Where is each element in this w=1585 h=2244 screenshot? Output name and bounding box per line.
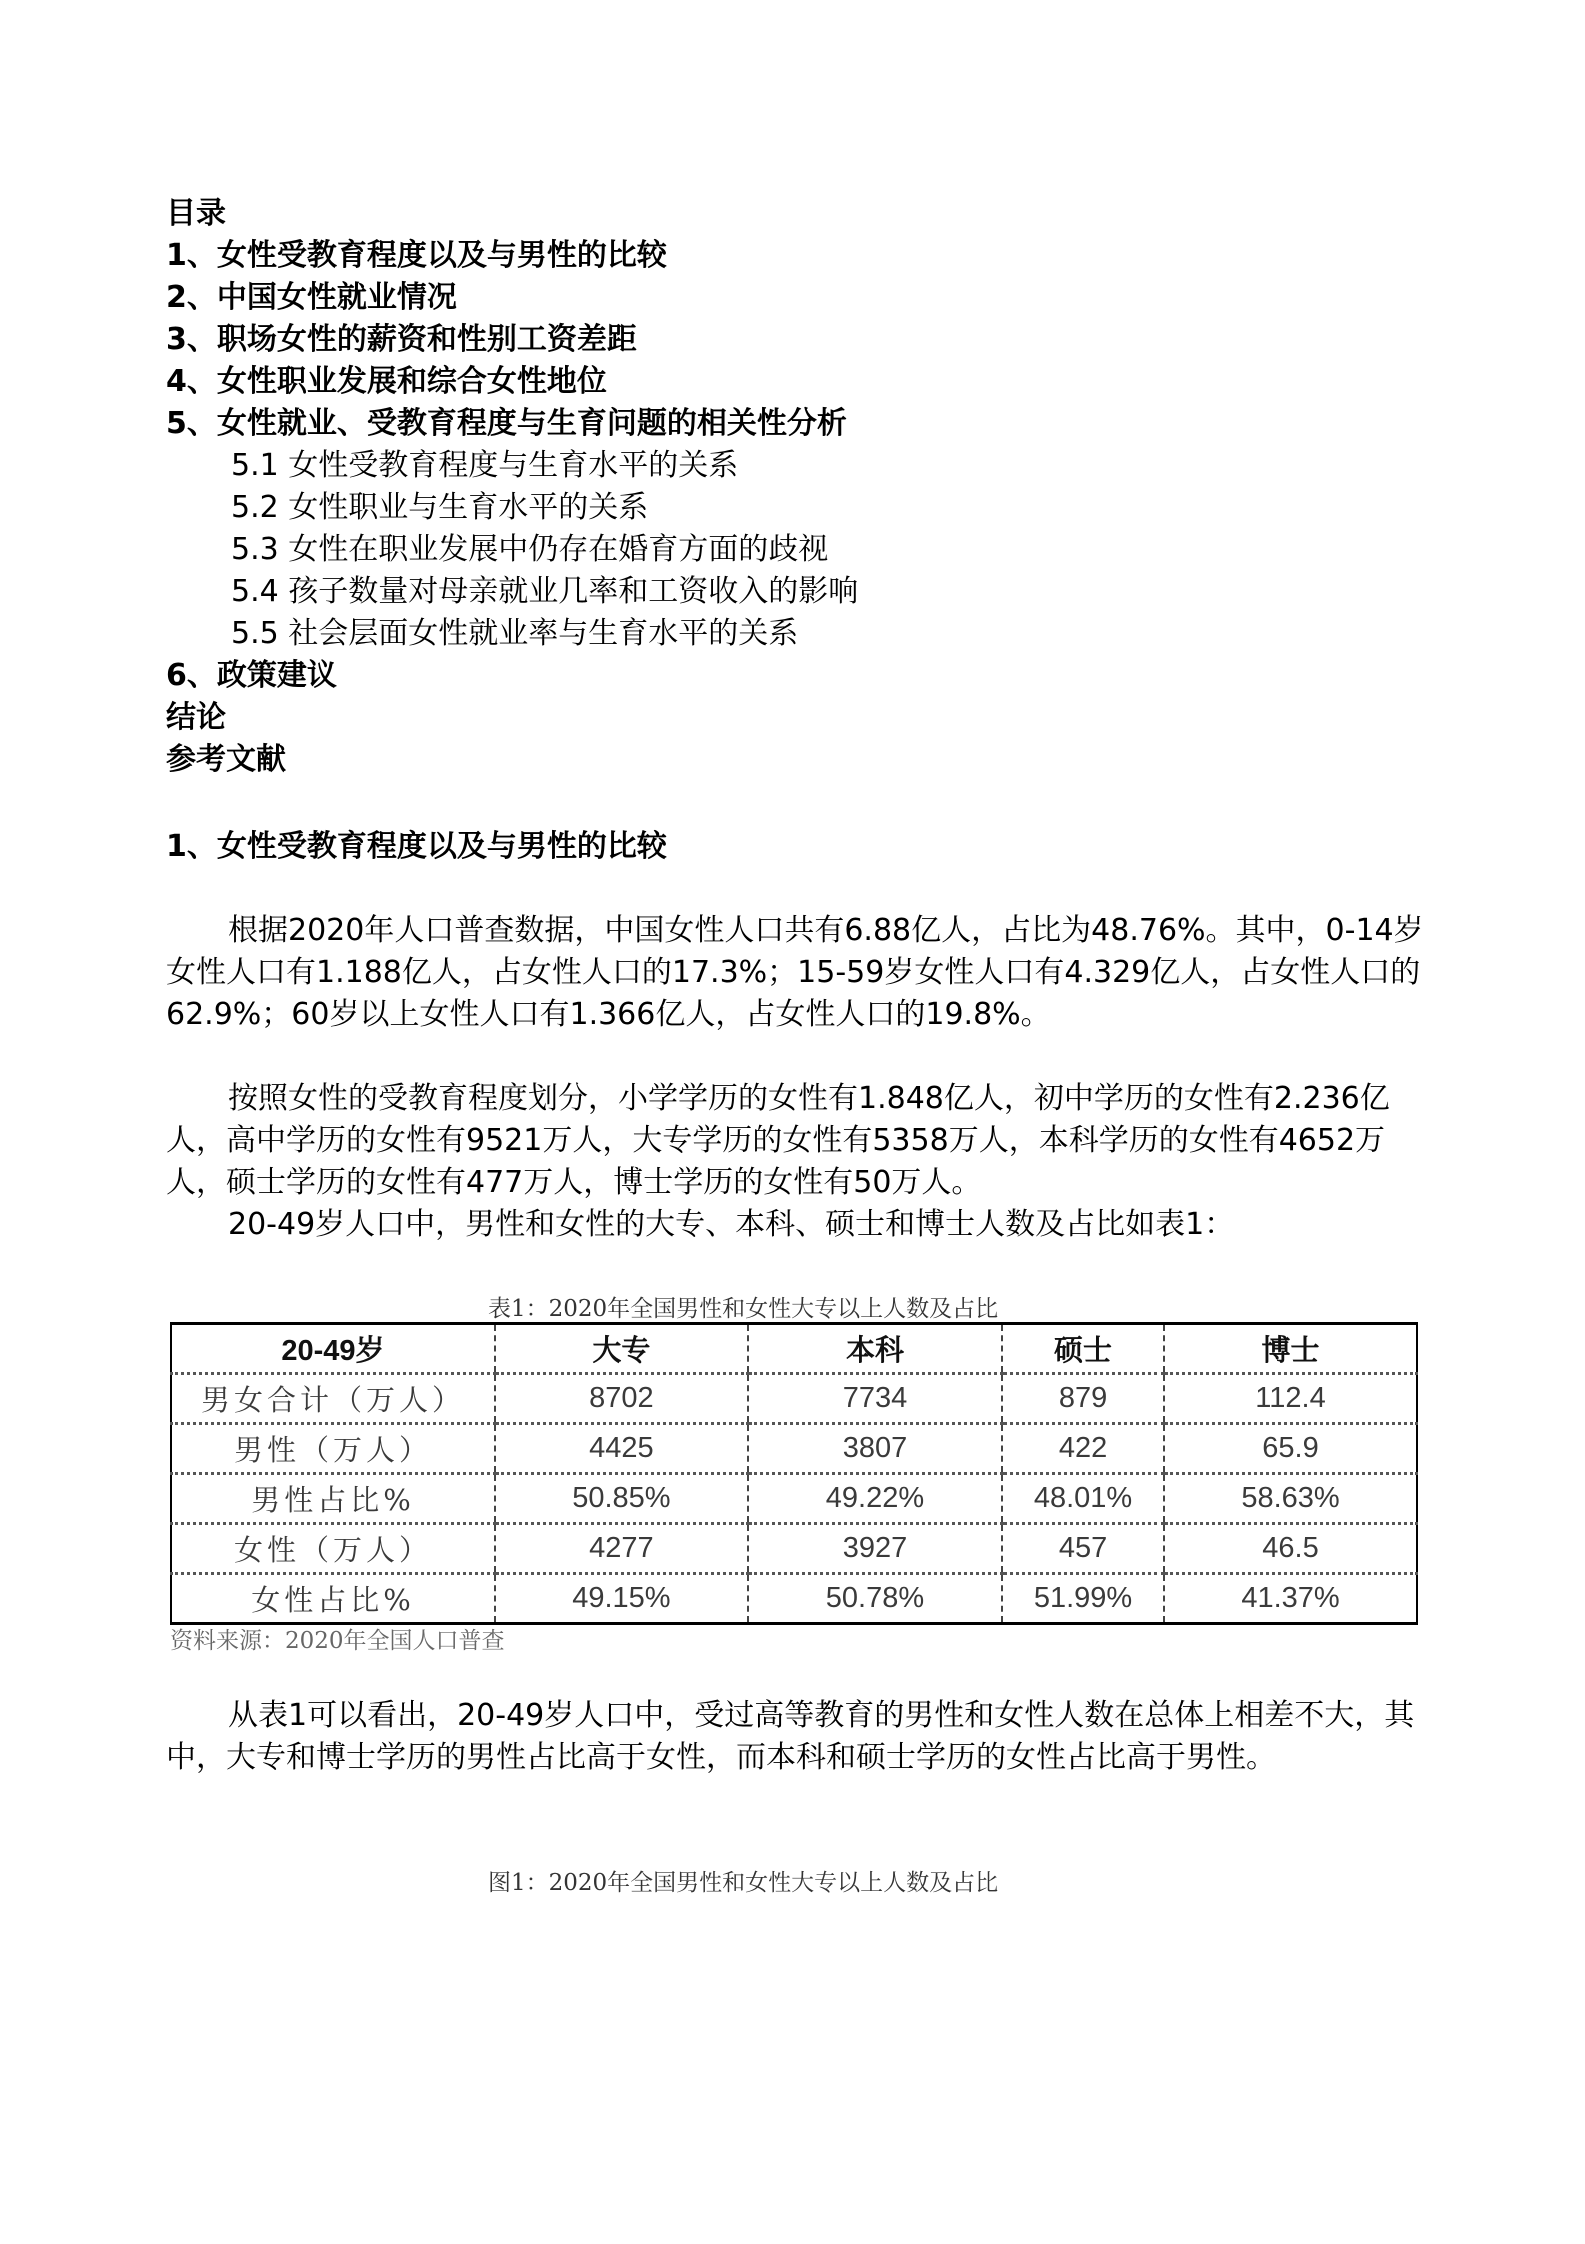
toc-subitem-5-1[interactable]: 5.1 女性受教育程度与生育水平的关系 [231, 448, 739, 483]
toc-item-4[interactable]: 4、女性职业发展和综合女性地位 [166, 364, 607, 399]
table-header-cell: 博士 [1164, 1324, 1417, 1374]
toc-subitem-5-3[interactable]: 5.3 女性在职业发展中仍存在婚育方面的歧视 [231, 532, 829, 567]
table-row [171, 1474, 1417, 1524]
education-table-container [170, 1322, 1418, 1625]
table-cell: 50.78% [748, 1574, 1002, 1624]
toc-item-1[interactable]: 1、女性受教育程度以及与男性的比较 [166, 238, 667, 273]
toc-subitem-5-4[interactable]: 5.4 孩子数量对母亲就业几率和工资收入的影响 [231, 574, 859, 609]
figure-caption: 图1：2020年全国男性和女性大专以上人数及占比 [488, 1870, 999, 1896]
table-cell: 65.9 [1164, 1424, 1417, 1474]
table-cell: 48.01% [1002, 1474, 1164, 1524]
table-header-cell: 本科 [748, 1324, 1002, 1374]
table-cell: 49.22% [748, 1474, 1002, 1524]
row-label: 女性（万人） [171, 1524, 495, 1574]
toc-item-3[interactable]: 3、职场女性的薪资和性别工资差距 [166, 322, 637, 357]
table-row [171, 1524, 1417, 1574]
table-cell: 49.15% [495, 1574, 748, 1624]
toc-title: 目录 [166, 196, 226, 231]
row-label: 男女合计（万人） [171, 1374, 495, 1424]
table-header-cell: 大专 [495, 1324, 748, 1374]
row-label: 男性（万人） [171, 1424, 495, 1474]
table-cell: 8702 [495, 1374, 748, 1424]
table-cell: 58.63% [1164, 1474, 1417, 1524]
paragraph-table-intro: 20-49岁人口中，男性和女性的大专、本科、硕士和博士人数及占比如表1： [228, 1207, 1235, 1242]
toc-item-6[interactable]: 6、政策建议 [166, 658, 337, 693]
education-table [170, 1322, 1418, 1625]
table-source-note: 资料来源：2020年全国人口普查 [170, 1628, 505, 1654]
toc-subitem-5-2[interactable]: 5.2 女性职业与生育水平的关系 [231, 490, 649, 525]
table-row [171, 1374, 1417, 1424]
row-label: 男性占比% [171, 1474, 495, 1524]
table-cell: 4425 [495, 1424, 748, 1474]
row-label: 女性占比% [171, 1574, 495, 1624]
section-1-heading: 1、女性受教育程度以及与男性的比较 [166, 829, 667, 864]
paragraph-table-conclusion: 从表1可以看出，20-49岁人口中，受过高等教育的男性和女性人数在总体上相差不大，其中，大专和博士学历的男性占比高于女性，而本科和硕士学历的女性占比高于男性。 [166, 1698, 1415, 1775]
table-cell: 4277 [495, 1524, 748, 1574]
table-row [171, 1424, 1417, 1474]
table-cell: 3927 [748, 1524, 1002, 1574]
table-cell: 50.85% [495, 1474, 748, 1524]
table-cell: 46.5 [1164, 1524, 1417, 1574]
paragraph-education-levels: 按照女性的受教育程度划分，小学学历的女性有1.848亿人，初中学历的女性有2.236亿人，高中学历的女性有9521万人，大专学历的女性有5358万人，本科学历的女性有4652万人，硕士学历的女性有477万人，博士学历的女性有50万人。 [166, 1081, 1390, 1200]
table-cell: 3807 [748, 1424, 1002, 1474]
table-cell: 41.37% [1164, 1574, 1417, 1624]
toc-item-5[interactable]: 5、女性就业、受教育程度与生育问题的相关性分析 [166, 406, 847, 441]
table-cell: 112.4 [1164, 1374, 1417, 1424]
table-cell: 51.99% [1002, 1574, 1164, 1624]
table-header-cell: 硕士 [1002, 1324, 1164, 1374]
table-caption: 表1：2020年全国男性和女性大专以上人数及占比 [488, 1296, 999, 1322]
toc-item-references[interactable]: 参考文献 [166, 742, 286, 777]
toc-item-conclusion[interactable]: 结论 [166, 700, 226, 735]
table-cell: 7734 [748, 1374, 1002, 1424]
table-cell: 422 [1002, 1424, 1164, 1474]
table-row [171, 1574, 1417, 1624]
toc-item-2[interactable]: 2、中国女性就业情况 [166, 280, 457, 315]
paragraph-population: 根据2020年人口普查数据，中国女性人口共有6.88亿人，占比为48.76%。其中，0-14岁女性人口有1.188亿人，占女性人口的17.3%；15-59岁女性人口有4.329亿人，占女性人口的62.9%；60岁以上女性人口有1.366亿人，占女性人口的19.8%。 [166, 913, 1424, 1032]
table-header-row [171, 1324, 1417, 1374]
table-cell: 457 [1002, 1524, 1164, 1574]
toc-subitem-5-5[interactable]: 5.5 社会层面女性就业率与生育水平的关系 [231, 616, 799, 651]
table-cell: 879 [1002, 1374, 1164, 1424]
table-header-cell: 20-49岁 [171, 1324, 495, 1374]
